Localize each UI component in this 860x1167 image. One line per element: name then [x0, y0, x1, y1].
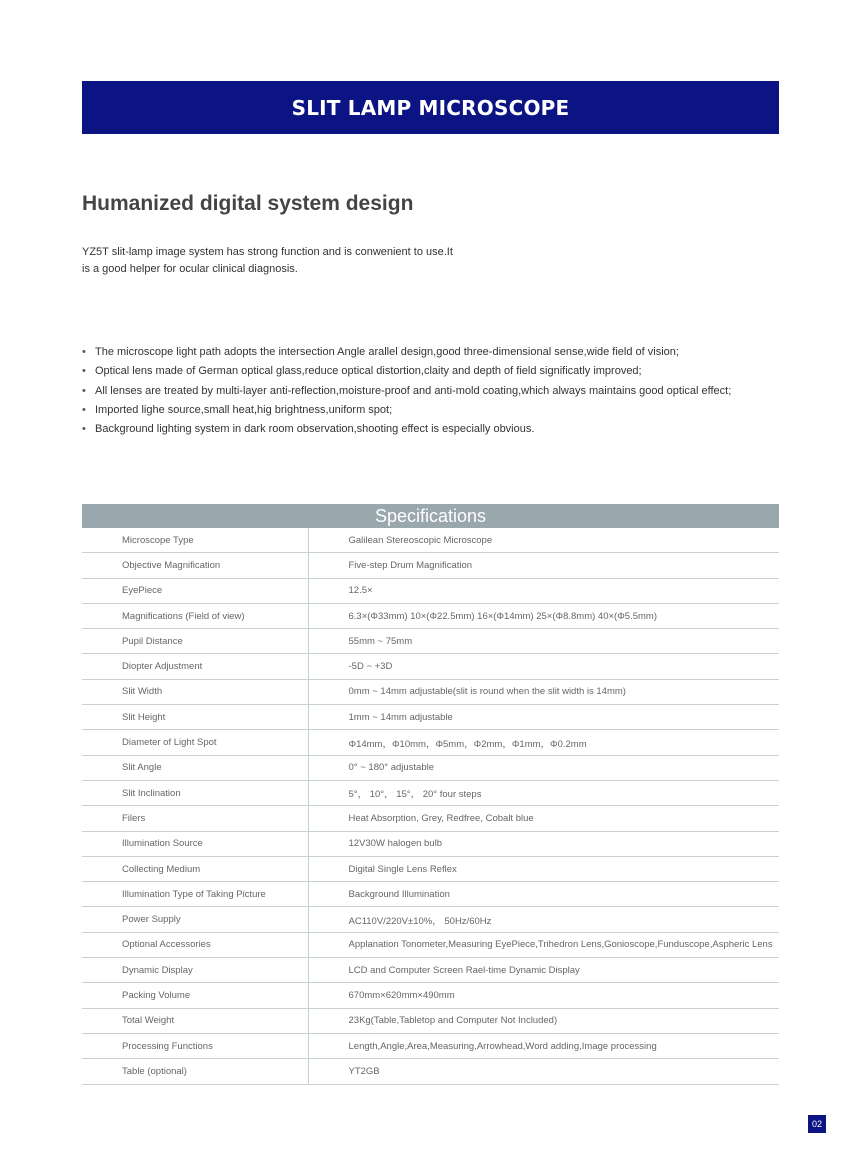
table-row — [82, 755, 779, 780]
spec-param: Processing Functions — [82, 1033, 308, 1058]
feature-item: • Imported lighe source,small heat,hig brightness,uniform spot; — [82, 401, 731, 420]
spec-value: Applanation Tonometer,Measuring EyePiece,Trihedron Lens,Gonioscope,Funduscope,Aspheric Lens — [308, 932, 779, 957]
spec-value: 0° ~ 180° adjustable — [308, 755, 779, 780]
specifications-header — [82, 504, 779, 528]
table-row — [82, 679, 779, 704]
spec-param: Optional Accessories — [82, 932, 308, 957]
spec-value: Galilean Stereoscopic Microscope — [308, 528, 779, 553]
spec-value: 6.3×(Φ33mm) 10×(Φ22.5mm) 16×(Φ14mm) 25×(Φ8.8mm) 40×(Φ5.5mm) — [308, 603, 779, 628]
spec-value: 0mm ~ 14mm adjustable(slit is round when the slit width is 14mm) — [308, 679, 779, 704]
spec-value: Five-step Drum Magnification — [308, 553, 779, 578]
spec-value: 12V30W halogen bulb — [308, 831, 779, 856]
page-number: 02 — [808, 1115, 826, 1133]
table-row — [82, 730, 779, 755]
spec-param: Packing Volume — [82, 983, 308, 1008]
specifications-table — [82, 528, 779, 1085]
spec-param: Table (optional) — [82, 1059, 308, 1084]
feature-item: • All lenses are treated by multi-layer anti-reflection,moisture-proof and anti-mold coating,which always maintains good optical effect; — [82, 382, 731, 401]
table-row — [82, 932, 779, 957]
spec-value: 670mm×620mm×490mm — [308, 983, 779, 1008]
spec-value: Heat Absorption, Grey, Redfree, Cobalt blue — [308, 806, 779, 831]
table-row — [82, 629, 779, 654]
table-row — [82, 983, 779, 1008]
table-row — [82, 528, 779, 553]
feature-list — [82, 343, 731, 439]
table-row — [82, 780, 779, 805]
spec-param: EyePiece — [82, 578, 308, 603]
feature-item: • Background lighting system in dark room observation,shooting effect is especially obvious. — [82, 420, 731, 439]
page-banner — [82, 81, 779, 134]
spec-value: -5D ~ +3D — [308, 654, 779, 679]
spec-param: Diameter of Light Spot — [82, 730, 308, 755]
spec-param: Microscope Type — [82, 528, 308, 553]
table-row — [82, 958, 779, 983]
spec-param: Slit Height — [82, 705, 308, 730]
spec-value: AC110V/220V±10%， 50Hz/60Hz — [308, 907, 779, 932]
spec-value: 23Kg(Table,Tabletop and Computer Not Included) — [308, 1008, 779, 1033]
spec-param: Total Weight — [82, 1008, 308, 1033]
table-row — [82, 806, 779, 831]
spec-param: Illumination Type of Taking Picture — [82, 882, 308, 907]
spec-param: Diopter Adjustment — [82, 654, 308, 679]
spec-param: Pupil Distance — [82, 629, 308, 654]
table-row — [82, 1059, 779, 1084]
intro-paragraph: YZ5T slit-lamp image system has strong function and is conwenient to use.It is a good helper for ocular clinical diagnosis. — [82, 246, 453, 275]
spec-param: Slit Inclination — [82, 780, 308, 805]
spec-param: Magnifications (Field of view) — [82, 603, 308, 628]
spec-param: Illumination Source — [82, 831, 308, 856]
table-row — [82, 654, 779, 679]
table-row — [82, 1033, 779, 1058]
spec-value: LCD and Computer Screen Rael-time Dynamic Display — [308, 958, 779, 983]
feature-item: • Optical lens made of German optical glass,reduce optical distortion,claity and depth of field significatly improved; — [82, 362, 731, 381]
spec-param: Filers — [82, 806, 308, 831]
section-heading: Humanized digital system design — [82, 192, 414, 215]
spec-param: Dynamic Display — [82, 958, 308, 983]
table-row — [82, 831, 779, 856]
spec-param: Slit Width — [82, 679, 308, 704]
spec-value: 12.5× — [308, 578, 779, 603]
spec-value: Digital Single Lens Reflex — [308, 856, 779, 881]
table-row — [82, 578, 779, 603]
spec-param: Objective Magnification — [82, 553, 308, 578]
spec-value: YT2GB — [308, 1059, 779, 1084]
spec-param: Collecting Medium — [82, 856, 308, 881]
table-row — [82, 1008, 779, 1033]
spec-value: Background Illumination — [308, 882, 779, 907]
table-row — [82, 705, 779, 730]
table-row — [82, 856, 779, 881]
table-row — [82, 907, 779, 932]
spec-param: Power Supply — [82, 907, 308, 932]
table-row — [82, 553, 779, 578]
spec-value: 5°， 10°， 15°， 20° four steps — [308, 780, 779, 805]
table-row — [82, 603, 779, 628]
feature-item: • The microscope light path adopts the intersection Angle arallel design,good three-dimensional sense,wide field of vision; — [82, 343, 731, 362]
banner-title: SLIT LAMP MICROSCOPE — [291, 95, 570, 120]
specifications-title: Specifications — [374, 505, 487, 526]
table-row — [82, 882, 779, 907]
spec-value: 55mm ~ 75mm — [308, 629, 779, 654]
spec-param: Slit Angle — [82, 755, 308, 780]
spec-value: Φ14mm，Φ10mm，Φ5mm，Φ2mm，Φ1mm，Φ0.2mm — [308, 730, 779, 755]
spec-value: Length,Angle,Area,Measuring,Arrowhead,Word adding,Image processing — [308, 1033, 779, 1058]
spec-value: 1mm ~ 14mm adjustable — [308, 705, 779, 730]
